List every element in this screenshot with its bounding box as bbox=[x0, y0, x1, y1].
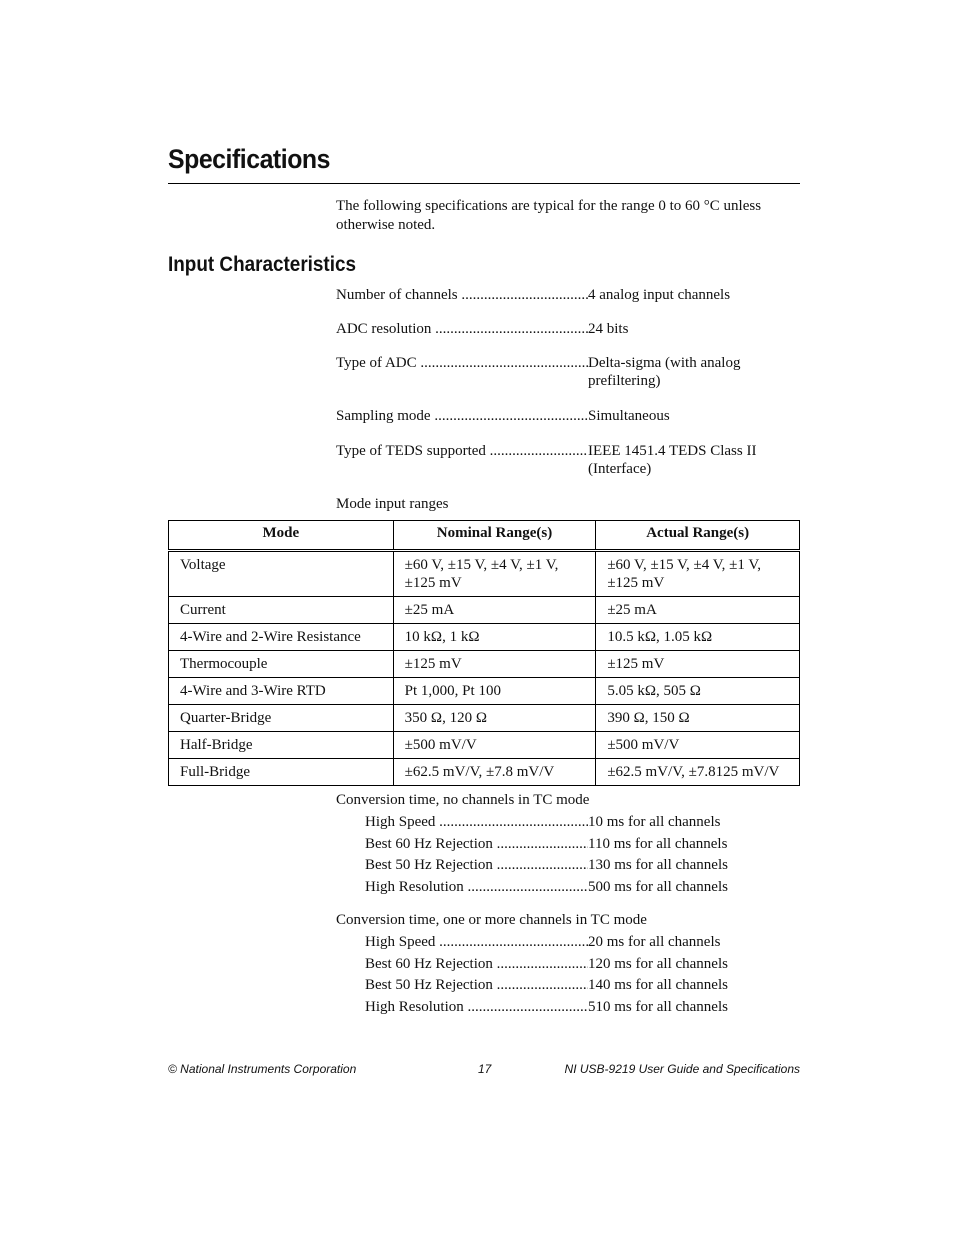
table-cell: ±62.5 mV/V, ±7.8125 mV/V bbox=[596, 759, 800, 786]
spec-value: 4 analog input channels bbox=[588, 287, 731, 303]
table-row bbox=[169, 732, 800, 759]
conversion-label: Best 50 Hz Rejection ..... bbox=[365, 856, 588, 874]
table-cell: 10.5 kΩ, 1.05 kΩ bbox=[596, 624, 800, 651]
table-cell: ±62.5 mV/V, ±7.8 mV/V bbox=[393, 759, 596, 786]
intro-paragraph: The following specifications are typical for the range 0 to 60 °C unless otherwise noted. bbox=[336, 198, 762, 233]
spec-label: Number of channels ..... bbox=[336, 286, 588, 304]
table-cell: ±60 V, ±15 V, ±4 V, ±1 V, ±125 mV bbox=[393, 551, 596, 597]
spec-row bbox=[336, 320, 806, 338]
table-cell: ±125 mV bbox=[596, 651, 800, 678]
section-title: Input Characteristics bbox=[168, 253, 357, 276]
spec-label: Sampling mode ..... bbox=[336, 407, 588, 425]
conversion-row bbox=[365, 878, 805, 896]
table-cell: ±25 mA bbox=[393, 597, 596, 624]
spec-value: 24 bits bbox=[588, 321, 629, 337]
table-caption: Mode input ranges bbox=[336, 496, 449, 512]
table-cell: 10 kΩ, 1 kΩ bbox=[393, 624, 596, 651]
conversion-row bbox=[365, 998, 805, 1016]
conversion-value: 20 ms for all channels bbox=[588, 934, 721, 950]
table-cell: 390 Ω, 150 Ω bbox=[596, 705, 800, 732]
conversion-label: Best 60 Hz Rejection ..... bbox=[365, 835, 588, 853]
table-cell: 4-Wire and 2-Wire Resistance bbox=[169, 624, 394, 651]
table-cell: Current bbox=[169, 597, 394, 624]
column-header: Actual Range(s) bbox=[596, 521, 800, 551]
conversion-heading: Conversion time, no channels in TC mode bbox=[336, 792, 590, 808]
spec-value: Delta-sigma (with analog prefiltering) bbox=[588, 355, 741, 389]
conversion-value: 130 ms for all channels bbox=[588, 857, 728, 873]
column-header: Nominal Range(s) bbox=[393, 521, 596, 551]
table-cell: ±125 mV bbox=[393, 651, 596, 678]
table-cell: ±500 mV/V bbox=[596, 732, 800, 759]
conversion-value: 10 ms for all channels bbox=[588, 814, 721, 830]
table-header-row bbox=[169, 521, 800, 551]
table-cell: 4-Wire and 3-Wire RTD bbox=[169, 678, 394, 705]
spec-row bbox=[336, 286, 806, 304]
spec-value: IEEE 1451.4 TEDS Class II (Interface) bbox=[588, 443, 757, 477]
page-title: Specifications bbox=[168, 144, 330, 174]
table-cell: ±25 mA bbox=[596, 597, 800, 624]
conversion-value: 500 ms for all channels bbox=[588, 879, 728, 895]
table-cell: Full-Bridge bbox=[169, 759, 394, 786]
table-row bbox=[169, 759, 800, 786]
conversion-value: 510 ms for all channels bbox=[588, 999, 728, 1015]
conversion-value: 110 ms for all channels bbox=[588, 836, 728, 852]
spec-label: ADC resolution ..... bbox=[336, 320, 588, 338]
conversion-label: High Speed ..... bbox=[365, 813, 588, 831]
table-row bbox=[169, 651, 800, 678]
table-cell: 5.05 kΩ, 505 Ω bbox=[596, 678, 800, 705]
footer-page-number: 17 bbox=[478, 1062, 492, 1076]
table-row bbox=[169, 551, 800, 597]
footer-document-title: NI USB-9219 User Guide and Specifications bbox=[564, 1062, 800, 1076]
table-cell: ±500 mV/V bbox=[393, 732, 596, 759]
conversion-heading: Conversion time, one or more channels in TC mode bbox=[336, 912, 647, 928]
table-row bbox=[169, 705, 800, 732]
table-cell: Pt 1,000, Pt 100 bbox=[393, 678, 596, 705]
spec-row bbox=[336, 442, 806, 478]
column-header: Mode bbox=[169, 521, 394, 551]
spec-row bbox=[336, 354, 806, 390]
conversion-label: High Resolution ..... bbox=[365, 878, 588, 896]
spec-row bbox=[336, 407, 806, 425]
table-cell: 350 Ω, 120 Ω bbox=[393, 705, 596, 732]
conversion-row bbox=[365, 856, 805, 874]
mode-input-ranges-table bbox=[168, 520, 800, 786]
conversion-row bbox=[365, 835, 805, 853]
table-row bbox=[169, 624, 800, 651]
conversion-row bbox=[365, 976, 805, 994]
table-cell: Voltage bbox=[169, 551, 394, 597]
conversion-label: High Speed ..... bbox=[365, 933, 588, 951]
conversion-label: Best 60 Hz Rejection ..... bbox=[365, 955, 588, 973]
spec-value: Simultaneous bbox=[588, 408, 670, 424]
conversion-value: 140 ms for all channels bbox=[588, 977, 728, 993]
table-cell: Quarter-Bridge bbox=[169, 705, 394, 732]
conversion-label: High Resolution ..... bbox=[365, 998, 588, 1016]
table-row bbox=[169, 678, 800, 705]
table-cell: Half-Bridge bbox=[169, 732, 394, 759]
footer-copyright: © National Instruments Corporation bbox=[168, 1062, 357, 1076]
conversion-row bbox=[365, 955, 805, 973]
conversion-label: Best 50 Hz Rejection ..... bbox=[365, 976, 588, 994]
table-cell: Thermocouple bbox=[169, 651, 394, 678]
spec-label: Type of TEDS supported ..... bbox=[336, 442, 588, 478]
title-rule bbox=[168, 183, 800, 184]
table-row bbox=[169, 597, 800, 624]
conversion-row bbox=[365, 813, 805, 831]
conversion-row bbox=[365, 933, 805, 951]
table-cell: ±60 V, ±15 V, ±4 V, ±1 V, ±125 mV bbox=[596, 551, 800, 597]
conversion-value: 120 ms for all channels bbox=[588, 956, 728, 972]
spec-label: Type of ADC ..... bbox=[336, 354, 588, 390]
